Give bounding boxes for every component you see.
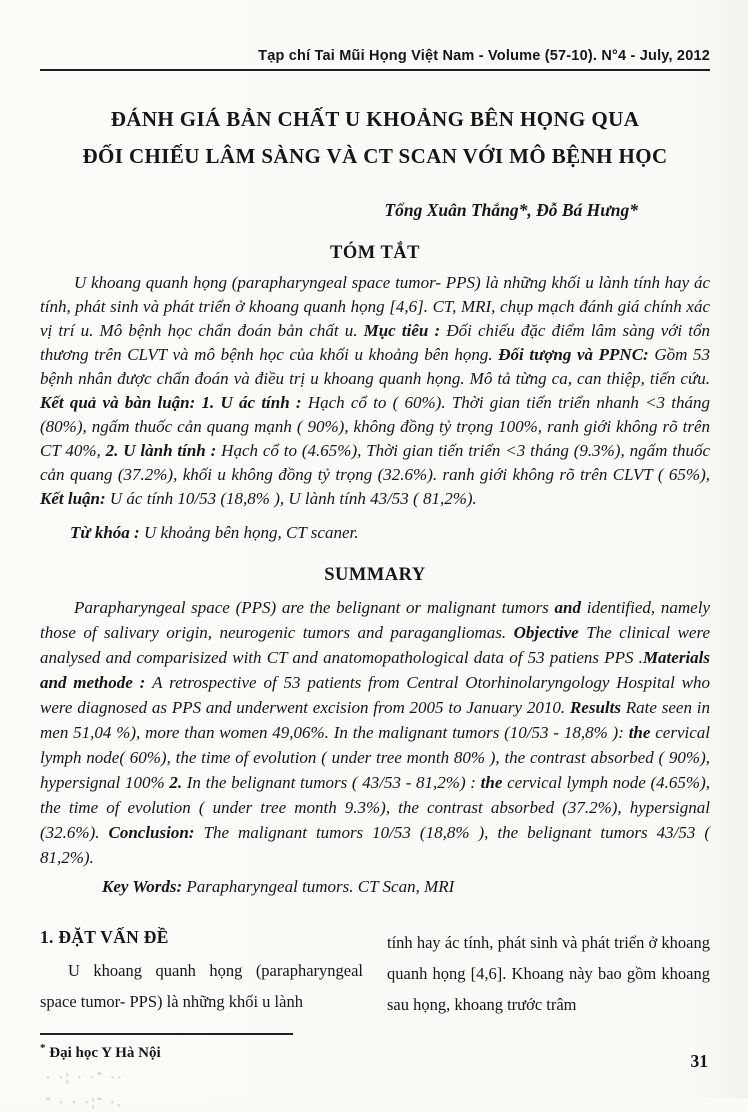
footnote-marker: * <box>40 1042 46 1054</box>
affiliation-text: Đại học Y Hà Nội <box>49 1045 161 1061</box>
abstract-paragraph: U khoang quanh họng (parapharyngeal space tumor- PPS) là những khối u lành tính hay ác tính, phát sinh và phát triển ở khoang quanh họng [4,6]. CT, MRI, chụp mạch đánh giá chính xác vị trí u. Mô bệnh học chẩn đoán bản chất u. Mục tiêu : Đối chiếu đặc điểm lâm sàng với tổn thương trên CLVT và mô bệnh học của khối u khoảng bên họng. Đối tượng và PPNC: Gồm 53 bệnh nhân được chẩn đoán và điều trị u khoang quanh họng. Mô tả từng ca, can thiệp, tiến cứu. Kết quả và bàn luận: 1. U ác tính : Hạch cổ to ( 60%). Thời gian tiến triển nhanh <3 tháng (80%), ngấm thuốc cản quang mạnh ( 90%), không đồng tỷ trọng 100%, ranh giới không rõ trên CT 40%, 2. U lành tính : Hạch cổ to (4.65%), Thời gian tiến triển <3 tháng (9.3%), ngấm thuốc cản quang (37.2%), khối u không đồng tỷ trọng (32.6%). ranh giới không rõ trên CLVT ( 65%), Kết luận: U ác tính 10/53 (18,8% ), U lành tính 43/53 ( 81,2%). <box>40 273 711 508</box>
summary-paragraph: Parapharyngeal space (PPS) are the belignant or malignant tumors and identified, namely those of salivary origin, neurogenic tumors and paragangliomas. Objective The clinical were analysed and comparisized with CT and anatomopathological data of 53 patiens PPS .Materials and methode : A retrospective of 53 patients from Central Otorhinolaryngology Hospital who were diagnosed as PPS and underwent excision from 2005 to January 2010. Results Rate seen in men 51,04 %), more than women 49,06%. In the malignant tumors (10/53 - 18,8% ): the cervical lymph node( 60%), the time of evolution ( under tree month 80% ), the contrast absorbed ( 90%), hypersignal 100% 2. In the belignant tumors ( 43/53 - 81,2%) : the cervical lymph node (4.65%), the time of evolution ( under tree month 9.3%), the contrast absorbed (37.2%), hypersignal (32.6%). Conclusion: The malignant tumors 10/53 (18,8% ), the belignant tumors 43/53 ( 81,2%). <box>40 598 711 867</box>
faint-print-artifact-2: ˜ · · ·¦˜ ·. <box>46 1095 124 1109</box>
right-column-paragraph: tính hay ác tính, phát sinh và phát triển ở khoang quanh họng [4,6]. Khoang này bao gồm khoang sau họng, khoang trước trâm <box>387 933 710 1014</box>
faint-print-artifact-1: · ·¦ · ·ˆ ·· <box>46 1070 125 1084</box>
authors-line: Tổng Xuân Thắng*, Đỗ Bá Hưng* <box>384 200 638 220</box>
journal-header: Tạp chí Tai Mũi Họng Việt Nam - Volume (57-10). N°4 - July, 2012 <box>40 0 710 71</box>
affiliation-footnote <box>40 1042 710 1062</box>
two-column-body <box>40 927 710 1020</box>
page-title <box>40 101 710 175</box>
summary-heading: SUMMARY <box>324 565 426 585</box>
footnote-divider <box>40 1033 293 1035</box>
keywords-vi: Từ khóa : U khoảng bên họng, CT scaner. <box>70 523 359 542</box>
section-1-heading: 1. ĐẶT VẤN ĐỀ <box>40 927 169 947</box>
right-column <box>387 927 710 1020</box>
title-line-2: ĐỐI CHIẾU LÂM SÀNG VÀ CT SCAN VỚI MÔ BỆNH HỌC <box>82 144 668 168</box>
title-line-1: ĐÁNH GIÁ BẢN CHẤT U KHOẢNG BÊN HỌNG QUA <box>110 107 640 131</box>
keywords-en: Key Words: Parapharyngeal tumors. CT Scan, MRI <box>102 877 455 896</box>
abstract-heading: TÓM TẮT <box>329 243 421 263</box>
left-column <box>40 927 363 1020</box>
left-column-paragraph: U khoang quanh họng (parapharyngeal space tumor- PPS) là những khối u lành <box>40 961 363 1011</box>
page-number: 31 <box>690 1051 708 1071</box>
